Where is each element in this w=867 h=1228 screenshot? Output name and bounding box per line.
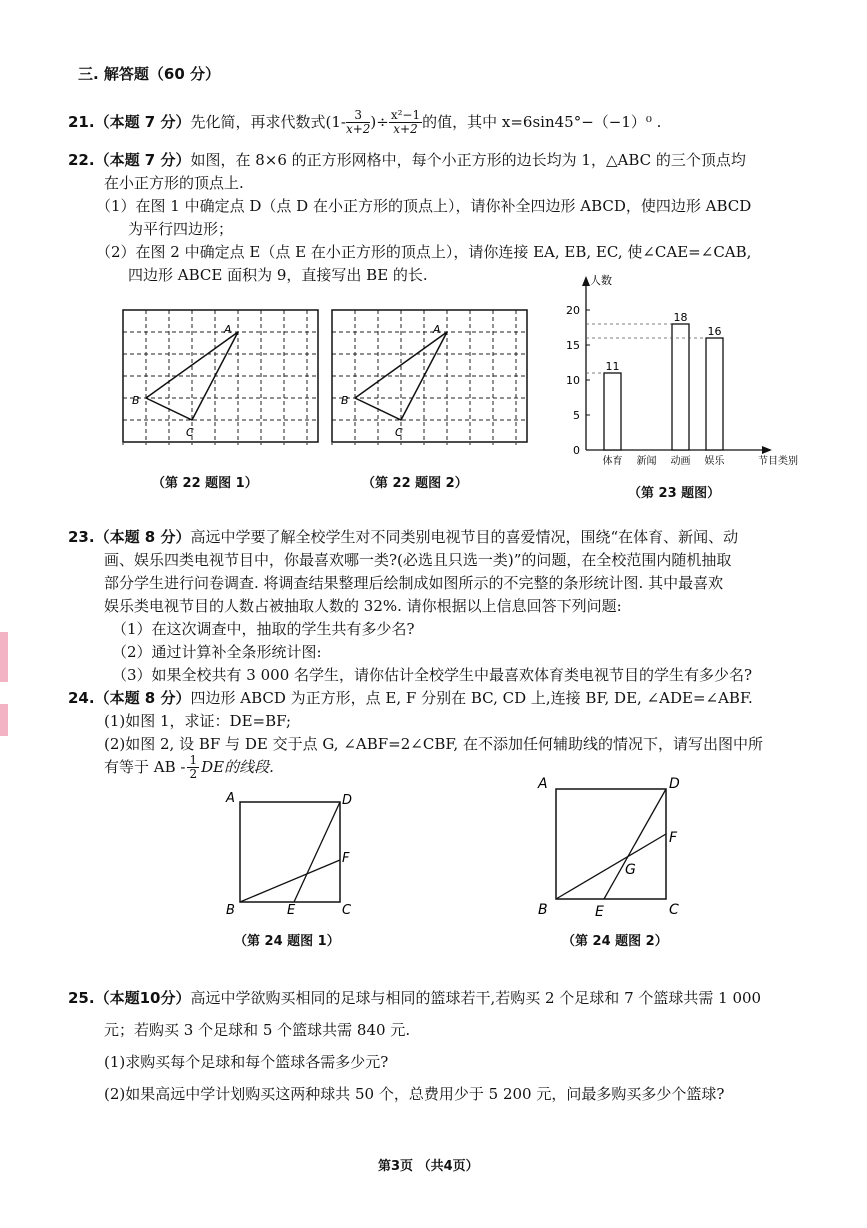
q24-line2: (1)如图 1，求证：DE=BF; [104, 712, 292, 730]
q21-text-post: 的值，其中 x=6sin45°−（−1）⁰ . [422, 113, 662, 131]
q21-fraction-2 [389, 109, 422, 136]
q22-line5: （2）在图 2 中确定点 E（点 E 在小正方形的顶点上），请你连接 EA, EB, EC, 使∠CAE=∠CAB, [96, 243, 752, 261]
y-tick-label: 20 [566, 304, 580, 317]
q24-line4-pre: 有等于 AB - [104, 758, 186, 776]
q25-line2: 元；若购买 3 个足球和 5 个篮球共需 840 元. [104, 1021, 411, 1039]
margin-mark [0, 632, 8, 682]
grid-2 [332, 310, 527, 445]
segment-bf [240, 860, 340, 902]
q24-line4-post: DE的线段. [201, 758, 274, 776]
label-a: A [433, 323, 441, 336]
label-f: F [669, 830, 678, 846]
q23-line6: （2）通过计算补全条形统计图: [112, 643, 322, 661]
q21-f1-denominator: x+2 [345, 121, 371, 136]
y-tick-label: 10 [566, 374, 580, 387]
square-abcd-1 [240, 802, 340, 902]
label-b: B [341, 394, 349, 407]
bar-4 [706, 338, 723, 450]
label-c: C [186, 426, 194, 439]
q21-operator: )÷ [370, 113, 389, 131]
bar-1 [604, 373, 621, 450]
x-category-label: 娱乐 [704, 456, 725, 467]
margin-mark [0, 704, 8, 736]
q21-fraction-1 [346, 109, 370, 136]
y-tick-label: 0 [573, 444, 580, 457]
label-a: A [538, 776, 548, 792]
section-title: 三. 解答题（60 分） [78, 65, 221, 83]
segment-de [294, 802, 340, 902]
y-tick-label: 5 [573, 409, 580, 422]
bar-3 [672, 324, 689, 450]
q23-text: 高远中学要了解全校学生对不同类别电视节目的喜爱情况，围绕“在体育、新闻、动 [190, 528, 739, 546]
label-e: E [287, 903, 296, 918]
bar-data-label: 16 [707, 325, 722, 338]
q22-number: 22.（本题 7 分） [68, 151, 191, 169]
x-category-label: 动画 [670, 456, 691, 467]
q23-line3: 部分学生进行问卷调查. 将调查结果整理后绘制成如图所示的不完整的条形统计图. 其中最喜欢 [104, 574, 724, 592]
bar-data-label: 18 [673, 311, 688, 324]
question-23-line1 [68, 527, 738, 547]
q25-number: 25.（本题10分） [68, 989, 191, 1007]
label-f: F [342, 851, 350, 866]
q22-line4: 为平行四边形； [128, 220, 234, 238]
q21-fraction-prefix: (1- [325, 113, 346, 131]
q24-caption-1: （第 24 题图 1） [234, 934, 340, 949]
q25-line3: (1)求购买每个足球和每个篮球各需多少元? [104, 1053, 389, 1071]
q22-figure-1 [118, 305, 323, 450]
q25-text: 高远中学欲购买相同的足球与相同的篮球若干,若购买 2 个足球和 7 个篮球共需 1 000 [190, 989, 762, 1007]
q22-figure-2 [327, 305, 532, 450]
q21-f1-numerator: 3 [346, 109, 370, 123]
q23-bar-chart [560, 268, 810, 468]
q24-figure-1 [222, 788, 372, 918]
y-axis-label: 人数 [590, 274, 612, 287]
q24-fraction-half [187, 754, 199, 781]
q22-line6: 四边形 ABCE 面积为 9，直接写出 BE 的长. [128, 266, 428, 284]
q22-caption-2: （第 22 题图 2） [362, 476, 468, 491]
segment-de [604, 789, 666, 899]
label-c: C [669, 902, 679, 918]
label-c: C [395, 426, 403, 439]
label-d: D [669, 776, 680, 792]
q22-caption-1: （第 22 题图 1） [152, 476, 258, 491]
segment-bf [556, 834, 666, 899]
bar-data-label: 11 [605, 360, 620, 373]
label-b: B [132, 394, 140, 407]
q24-text: 四边形 ABCD 为正方形，点 E, F 分别在 BC, CD 上,连接 BF, DE, ∠ADE=∠ABF. [190, 689, 753, 707]
q23-line4: 娱乐类电视节目的人数占被抽取人数的 32%. 请你根据以上信息回答下列问题: [104, 597, 622, 615]
q21-number: 21.（本题 7 分） [68, 113, 191, 131]
label-c: C [342, 903, 352, 918]
q24-caption-2: （第 24 题图 2） [562, 934, 668, 949]
q22-line3: （1）在图 1 中确定点 D（点 D 在小正方形的顶点上），请你补全四边形 ABCD，使四边形 ABCD [96, 197, 752, 215]
grid-1 [123, 310, 318, 445]
q21-f2-numerator: x²−1 [390, 107, 421, 122]
q21-text-pre: 先化简，再求代数式 [190, 113, 326, 131]
q23-number: 23.（本题 8 分） [68, 528, 191, 546]
label-g: G [625, 862, 636, 878]
x-axis-label: 节目类别 [758, 456, 798, 467]
q23-line7: （3）如果全校共有 3 000 名学生，请你估计全校学生中最喜欢体育类电视节目的学生有多少名? [112, 666, 753, 684]
q24-figure-2 [532, 770, 692, 920]
label-b: B [538, 902, 548, 918]
q24-line3: (2)如图 2, 设 BF 与 DE 交于点 G, ∠ABF=2∠CBF, 在不添加任何辅助线的情况下，请写出图中所 [104, 735, 763, 753]
label-d: D [342, 793, 353, 808]
label-a: A [226, 791, 235, 806]
label-a: A [224, 323, 232, 336]
question-22-line1 [68, 150, 746, 170]
y-tick-label: 15 [566, 339, 580, 352]
q24-half-numerator: 1 [189, 752, 198, 767]
page-number: 第3页 （共4页） [378, 1159, 479, 1174]
q23-line5: （1）在这次调查中，抽取的学生共有多少名? [112, 620, 415, 638]
q21-f2-denominator: x+2 [393, 121, 418, 136]
q22-text: 如图，在 8×6 的正方形网格中，每个小正方形的边长均为 1，△ABC 的三个顶点均 [190, 151, 746, 169]
q25-line4: (2)如果高远中学计划购买这两种球共 50 个，总费用少于 5 200 元，问最多购买多少个篮球? [104, 1085, 725, 1103]
q24-line4 [104, 752, 274, 782]
q23-caption: （第 23 题图） [628, 486, 721, 501]
x-category-label: 新闻 [636, 456, 657, 467]
question-25-line1 [68, 988, 761, 1008]
x-axis-arrow [762, 446, 772, 454]
q24-half-denominator: 2 [189, 766, 198, 781]
y-axis-arrow [582, 276, 590, 286]
question-24-line1 [68, 688, 753, 708]
q24-number: 24.（本题 8 分） [68, 689, 191, 707]
label-e: E [595, 904, 604, 920]
x-category-label: 体育 [602, 456, 623, 467]
question-21 [68, 102, 661, 142]
q23-line2: 画、娱乐四类电视节目中，你最喜欢哪一类?(必选且只选一类)”的问题，在全校范围内随机抽取 [104, 551, 732, 569]
label-b: B [226, 903, 235, 918]
q22-line2: 在小正方形的顶点上. [104, 174, 244, 192]
